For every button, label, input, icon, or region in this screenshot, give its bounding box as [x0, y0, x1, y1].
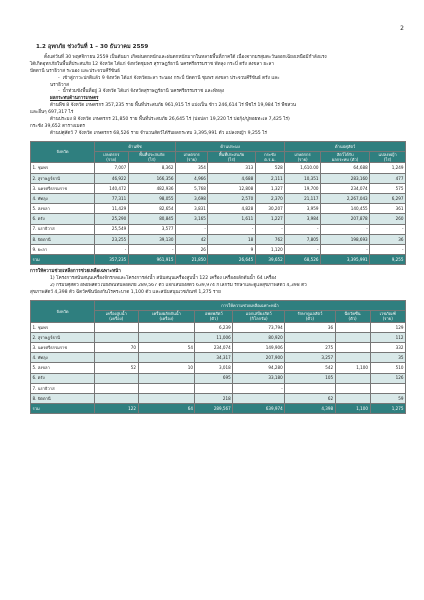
table-row [31, 373, 406, 383]
table-cell: 1,275 [370, 404, 406, 414]
table-cell: 1,227 [255, 214, 285, 224]
column-header-line: (เครื่อง) [109, 316, 124, 322]
table-cell: 140,472 [95, 183, 129, 193]
table-cell: 357,235 [95, 255, 129, 265]
column-header-line: สัตว์ได้รับ [336, 151, 354, 157]
table-row [31, 224, 406, 234]
column-header-line: พื้นที่ประสบภัย [218, 151, 245, 157]
table-row [31, 322, 406, 332]
column-header-line: เกษตรกร [103, 151, 120, 157]
table-cell: 3,165 [176, 214, 208, 224]
table-cell: 54 [138, 342, 195, 352]
bullet-item: - เข้าสู่ภาวะปกติแล้ว 9 จังหวัด ได้แก่ จังหวัดยะลา ระนอง กระบี่ ปัตตานี ชุมพร สงขลา ประจวบคีรีขันธ์ ตรัง และ [58, 75, 280, 81]
table-cell: - [208, 224, 255, 234]
table-cell: 82,654 [128, 204, 175, 214]
table-cell: 275 [285, 342, 335, 352]
table-cell: 7,805 [285, 234, 321, 244]
impact-line: ด้านพืช 8 จังหวัด เกษตรกร 357,235 ราย พื้นที่ประสบภัย 961,915 ไร่ แบ่งเป็น ข้าว 246,614 ไร่ พืชไร่ 19,984 ไร่ พืชสวน [50, 103, 296, 109]
row-label: 9. ยะลา [31, 244, 95, 254]
row-label: 6. ตรัง [31, 373, 95, 383]
table-cell: 30,207 [255, 204, 285, 214]
table-cell [335, 342, 370, 352]
impact-line: ด้านประมง 8 จังหวัด เกษตรกร 21,850 ราย พื้นที่ประสบภัย 26,645 ไร่ (บ่อปลา 19,220 ไร่ บ่อกุ้ง/ปูหอยทะเล 7,425 ไร่) [50, 117, 290, 123]
table-cell: 46,922 [95, 173, 129, 183]
column-header-line: (ตัว) [348, 316, 357, 322]
table-cell: 4,688 [208, 173, 255, 183]
assist-line: สุขภาพสัตว์ 4,398 ตัว ฉีดวัคซีนป้องกันโรคระบาด 1,100 ตัว และสนับสนุนเวชภัณฑ์ 1,275 ราย [30, 290, 221, 296]
column-header-line: (กิโลกรัม) [249, 316, 268, 322]
column-header-line: (ตัว) [305, 316, 314, 322]
table-cell: - [285, 224, 321, 234]
table-cell: 2,570 [208, 193, 255, 203]
table-cell: 80,845 [128, 214, 175, 224]
table-row [31, 393, 406, 403]
table-cell: - [370, 244, 406, 254]
row-label: 5. สงขลา [31, 204, 95, 214]
table-cell [138, 383, 195, 393]
total-row [31, 404, 406, 414]
table-cell: 10,351 [285, 173, 321, 183]
column-header-line: กระชัง [264, 151, 276, 157]
bullet-item: - น้ำท่วมขังพื้นที่อยู่ 3 จังหวัด ได้แก่ จังหวัดสุราษฎร์ธานี นครศรีธรรมราช และพัทลุง [58, 89, 225, 95]
row-label: 2. สุราษฎร์ธานี [31, 332, 95, 342]
column-header [138, 311, 195, 322]
table-cell: 98,055 [128, 193, 175, 203]
table-cell [138, 353, 195, 363]
table-cell: 695 [195, 373, 233, 383]
table-row [31, 204, 406, 214]
table-cell [95, 353, 139, 363]
table-row [31, 214, 406, 224]
table-cell: 289,567 [195, 404, 233, 414]
column-header-line: เครื่องผลักดันน้ำ [152, 311, 181, 317]
column-header-line: (ไร่) [227, 157, 236, 163]
table-cell: 234,074 [195, 342, 233, 352]
table-cell: 542 [285, 363, 335, 373]
table-cell: 2,267,043 [321, 193, 370, 203]
assist-line: 2) กรมปศุสัตว์ อพยพสัตว์ไปยังพื้นที่ปลอดภัย 289,567 ตัว แจกเสบียงสัตว์ 639,974 กิโลกรัม รักษาและดูแลสุขภาพสัตว์ 4,398 ตัว [50, 283, 307, 289]
table-cell: 3,395,991 [321, 255, 370, 265]
table-cell: 354 [176, 163, 208, 173]
table-cell: 80,920 [233, 332, 285, 342]
table-cell: 94,280 [233, 363, 285, 373]
table-cell: 77,311 [95, 193, 129, 203]
column-header [335, 311, 370, 322]
table-cell: 361 [370, 204, 406, 214]
table-cell: 510 [370, 363, 406, 373]
column-header [95, 311, 139, 322]
table-cell: 313 [208, 163, 255, 173]
row-label: 7. นราธิวาส [31, 224, 95, 234]
table-cell: 762 [255, 234, 285, 244]
table-cell: - [233, 383, 285, 393]
table-cell: 3,698 [176, 193, 208, 203]
table-cell: 11,006 [195, 332, 233, 342]
column-header-line: เวชภัณฑ์ [379, 311, 396, 317]
table-cell [95, 373, 139, 383]
column-header-line: พื้นที่ประสบภัย [139, 151, 165, 157]
table-cell: 62 [285, 393, 335, 403]
impact-title: ผลกระทบด้านการเกษตร [50, 96, 99, 102]
column-header [370, 151, 406, 162]
table-cell: 10 [138, 363, 195, 373]
table-cell: 35 [370, 353, 406, 363]
table-cell: 39,130 [128, 234, 175, 244]
column-header [255, 151, 285, 162]
assist-title: การให้ความช่วยเหลือการช่วยเหลือเฉพาะหน้า [30, 269, 121, 275]
table-cell: 64,688 [321, 163, 370, 173]
table-cell: 149,906 [233, 342, 285, 352]
table-cell: 36 [285, 322, 335, 332]
section-heading: 1.2 อุทกภัย ช่วงวันที่ 1 – 30 ธันวาคม 2559 [36, 44, 149, 50]
table-cell: 11,429 [95, 204, 129, 214]
impact-table [30, 141, 406, 265]
bullet-text: น้ำท่วมขังพื้นที่อยู่ 3 จังหวัด ได้แก่ จังหวัดสุราษฎร์ธานี นครศรีธรรมราช และพัทลุง [62, 89, 225, 95]
column-header-line: เกษตรกร [294, 151, 311, 157]
column-header [321, 151, 370, 162]
table-cell: 1,327 [255, 183, 285, 193]
column-header-line: แจกเสบียงสัตว์ [245, 311, 272, 317]
table-cell: 129 [370, 322, 406, 332]
table-cell: 122 [95, 404, 139, 414]
column-header [95, 151, 129, 162]
table-row [31, 353, 406, 363]
table-cell [233, 393, 285, 403]
column-header-line: แปลงหญ้า [378, 151, 397, 157]
bullet-text: เข้าสู่ภาวะปกติแล้ว 9 จังหวัด ได้แก่ จังหวัดยะลา ระนอง กระบี่ ปัตตานี ชุมพร สงขลา ประจวบคีรีขันธ์ ตรัง และ [62, 75, 280, 81]
row-label: รวม [31, 255, 95, 265]
table-row [31, 234, 406, 244]
table-cell: - [176, 224, 208, 234]
table-row [31, 163, 406, 173]
table-cell: 234,074 [321, 183, 370, 193]
row-label: 3. นครศรีธรรมราช [31, 183, 95, 193]
table-cell: 39,652 [255, 255, 285, 265]
row-label: 8. ปัตตานี [31, 393, 95, 403]
table-cell [370, 383, 406, 393]
assistance-table [30, 300, 406, 414]
table-cell [95, 383, 139, 393]
table-cell: 283,160 [321, 173, 370, 183]
table-cell: 68,526 [285, 255, 321, 265]
row-label: 4. พัทลุง [31, 353, 95, 363]
bullet-continuation: นราธิวาส [50, 82, 69, 88]
row-label: รวม [31, 404, 95, 414]
column-header-line: (ราย) [382, 316, 393, 322]
table-cell: 42 [176, 234, 208, 244]
table-cell: 12,808 [208, 183, 255, 193]
column-header-line: (ไร่) [148, 157, 156, 163]
table-cell [95, 393, 139, 403]
table-cell [195, 383, 233, 393]
column-header [285, 151, 321, 162]
column-header-line: ฉีดวัคซีน [344, 311, 361, 317]
group-header-crops: ด้านพืช [95, 141, 176, 151]
impact-line: ด้านปศุสัตว์ 7 จังหวัด เกษตรกร 68,526 ราย จำนวนสัตว์ได้รับผลกระทบ 3,395,991 ตัว แปลงหญ้า 9,255 ไร่ [50, 130, 267, 136]
column-header [370, 311, 406, 322]
intro-line: ตั้งแต่วันที่ 30 พฤศจิกายน 2559 เป็นต้นมา เกิดฝนตกหนักและฝนตกหนักมากในหลายพื้นที่ภาคใต้ เนื่องจากมรสุมตะวันออกเฉียงเหนือมีกำลังแรง [44, 54, 327, 60]
table-cell: 4,398 [285, 404, 335, 414]
total-row [31, 255, 406, 265]
table-cell: - [128, 244, 175, 254]
table-row [31, 363, 406, 373]
column-header [233, 311, 285, 322]
table-cell [95, 332, 139, 342]
table-cell: 33,180 [233, 373, 285, 383]
intro-line: ได้เกิดอุทกภัยในพื้นที่ประสบภัย 12 จังหวัด ได้แก่ จังหวัดชุมพร สุราษฎร์ธานี นครศรีธรรมราช พัทลุง กระบี่ ตรัง สงขลา ยะลา [30, 61, 274, 67]
impact-line: และอื่นๆ 697,317 ไร่ [30, 110, 74, 116]
table-cell [285, 332, 335, 342]
table-cell: 3,959 [285, 204, 321, 214]
table-cell: 26,645 [208, 255, 255, 265]
table-cell: 961,915 [128, 255, 175, 265]
table-cell: 3,257 [285, 353, 335, 363]
table-cell: 3,984 [285, 214, 321, 224]
document-body [30, 44, 406, 414]
table-cell: 23,255 [95, 234, 129, 244]
table-cell [138, 332, 195, 342]
table-cell [335, 373, 370, 383]
table-cell: 18 [208, 234, 255, 244]
column-header-line: ผลกระทบ (ตัว) [331, 157, 359, 163]
column-header-province: จังหวัด [31, 141, 95, 163]
table-cell [95, 322, 139, 332]
table-cell: 25,549 [95, 224, 129, 234]
table-cell: - [370, 224, 406, 234]
row-label: 6. ตรัง [31, 214, 95, 224]
table-row [31, 183, 406, 193]
table-cell: 52 [95, 363, 139, 373]
table-cell: 218 [195, 393, 233, 403]
table-cell: 59 [370, 393, 406, 403]
table-cell: 477 [370, 173, 406, 183]
table-cell: 1,100 [335, 363, 370, 373]
column-header-province: จังหวัด [31, 300, 95, 322]
column-header-line: รักษาดูแลสัตว์ [297, 311, 323, 317]
column-header [176, 151, 208, 162]
table-cell [335, 393, 370, 403]
table-row [31, 342, 406, 352]
table-cell [335, 353, 370, 363]
table-cell [285, 383, 335, 393]
column-header [285, 311, 335, 322]
table-cell: 21,850 [176, 255, 208, 265]
table-cell [335, 332, 370, 342]
row-label: 8. ปัตตานี [31, 234, 95, 244]
intro-line: ปัตตานี นราธิวาส ระนอง และประจวบคีรีขันธ์ [30, 68, 120, 74]
column-header-line: เครื่องสูบน้ำ [105, 311, 127, 317]
table-cell: 1,610.00 [285, 163, 321, 173]
table-row [31, 383, 406, 393]
table-cell: 575 [370, 183, 406, 193]
table-cell [335, 322, 370, 332]
table-cell: 332 [370, 342, 406, 352]
table-cell: 7,007 [95, 163, 129, 173]
table-cell: 198,693 [321, 234, 370, 244]
table-cell: 260 [370, 214, 406, 224]
table-cell [138, 322, 195, 332]
table-cell: 9 [208, 244, 255, 254]
row-label: 3. นครศรีธรรมราช [31, 342, 95, 352]
table-cell: 5,768 [176, 183, 208, 193]
table-cell: 3,831 [176, 204, 208, 214]
table-cell: 3,577 [128, 224, 175, 234]
column-header-line: ต.ร.ม. [264, 157, 276, 163]
table-cell: 9,255 [370, 255, 406, 265]
table-cell [138, 393, 195, 403]
table-row [31, 332, 406, 342]
table-cell: 1,120 [255, 244, 285, 254]
column-header-line: เกษตรกร [183, 151, 200, 157]
table-cell: 26 [176, 244, 208, 254]
table-cell: 3,018 [195, 363, 233, 373]
table-cell: 36 [370, 234, 406, 244]
row-label: 7. นราธิวาส [31, 383, 95, 393]
table-cell: 639,974 [233, 404, 285, 414]
column-header-line: (ราย) [297, 157, 308, 163]
table-cell: 6,239 [195, 322, 233, 332]
row-label: 1. ชุมพร [31, 322, 95, 332]
assist-line: 1) โครงการสนับสนุนเครื่องจักรกลและโครงการส่งน้ำ สนับสนุนเครื่องสูบน้ำ 122 เครื่อง เครื่องผลักดันน้ำ 64 เครื่อง [50, 276, 277, 282]
group-header-livestock: ด้านปศุสัตว์ [285, 141, 406, 151]
table-cell: 64 [138, 404, 195, 414]
table-row [31, 244, 406, 254]
table-cell: 528 [255, 163, 285, 173]
column-header-line: (ราย) [106, 157, 117, 163]
column-header-line: (ราย) [186, 157, 197, 163]
table-cell: 482,936 [128, 183, 175, 193]
table-cell: - [321, 224, 370, 234]
column-header [195, 311, 233, 322]
table-cell: - [255, 224, 285, 234]
table-cell: 1,611 [208, 214, 255, 224]
table-row [31, 193, 406, 203]
table-cell: 4,966 [176, 173, 208, 183]
column-header [208, 151, 255, 162]
row-label: 5. สงขลา [31, 363, 95, 373]
table-cell: 166,356 [128, 173, 175, 183]
column-header [128, 151, 175, 162]
table-row [31, 173, 406, 183]
table-cell: 105 [285, 373, 335, 383]
table-cell: 21,117 [285, 193, 321, 203]
table-cell: - [95, 244, 129, 254]
table-cell: 25,290 [95, 214, 129, 224]
column-header-line: (เครื่อง) [159, 316, 174, 322]
table-cell: 73,794 [233, 322, 285, 332]
table-cell: 8,362 [128, 163, 175, 173]
table-cell: 34,317 [195, 353, 233, 363]
row-label: 4. พัทลุง [31, 193, 95, 203]
table-cell: 4,828 [208, 204, 255, 214]
table-cell: 1,100 [335, 404, 370, 414]
table-cell: 140,455 [321, 204, 370, 214]
column-header-line: (ตัว) [209, 316, 218, 322]
table-cell: 126 [370, 373, 406, 383]
row-label: 2. สุราษฎร์ธานี [31, 173, 95, 183]
table-cell: 2,370 [255, 193, 285, 203]
table-cell: 207,900 [233, 353, 285, 363]
table-cell [138, 373, 195, 383]
table-cell [335, 383, 370, 393]
impact-line: กระชัง 39,652 ตารางเมตร [30, 123, 85, 129]
table-cell: 2,111 [255, 173, 285, 183]
table-cell: 207,878 [321, 214, 370, 224]
row-label: 1. ชุมพร [31, 163, 95, 173]
column-header-line: อพยพสัตว์ [204, 311, 223, 317]
table-cell: - [321, 244, 370, 254]
table-cell: 19,700 [285, 183, 321, 193]
table-cell: 112 [370, 332, 406, 342]
group-header-fishery: ด้านประมง [176, 141, 285, 151]
page-number: 2 [400, 25, 404, 32]
table-cell: 1,249 [370, 163, 406, 173]
table-cell: - [285, 244, 321, 254]
table-cell: 6,297 [370, 193, 406, 203]
column-header-line: (ไร่) [383, 157, 392, 163]
group-header-assistance: การให้ความช่วยเหลือเฉพาะหน้า [95, 300, 406, 310]
table-cell: 70 [95, 342, 139, 352]
